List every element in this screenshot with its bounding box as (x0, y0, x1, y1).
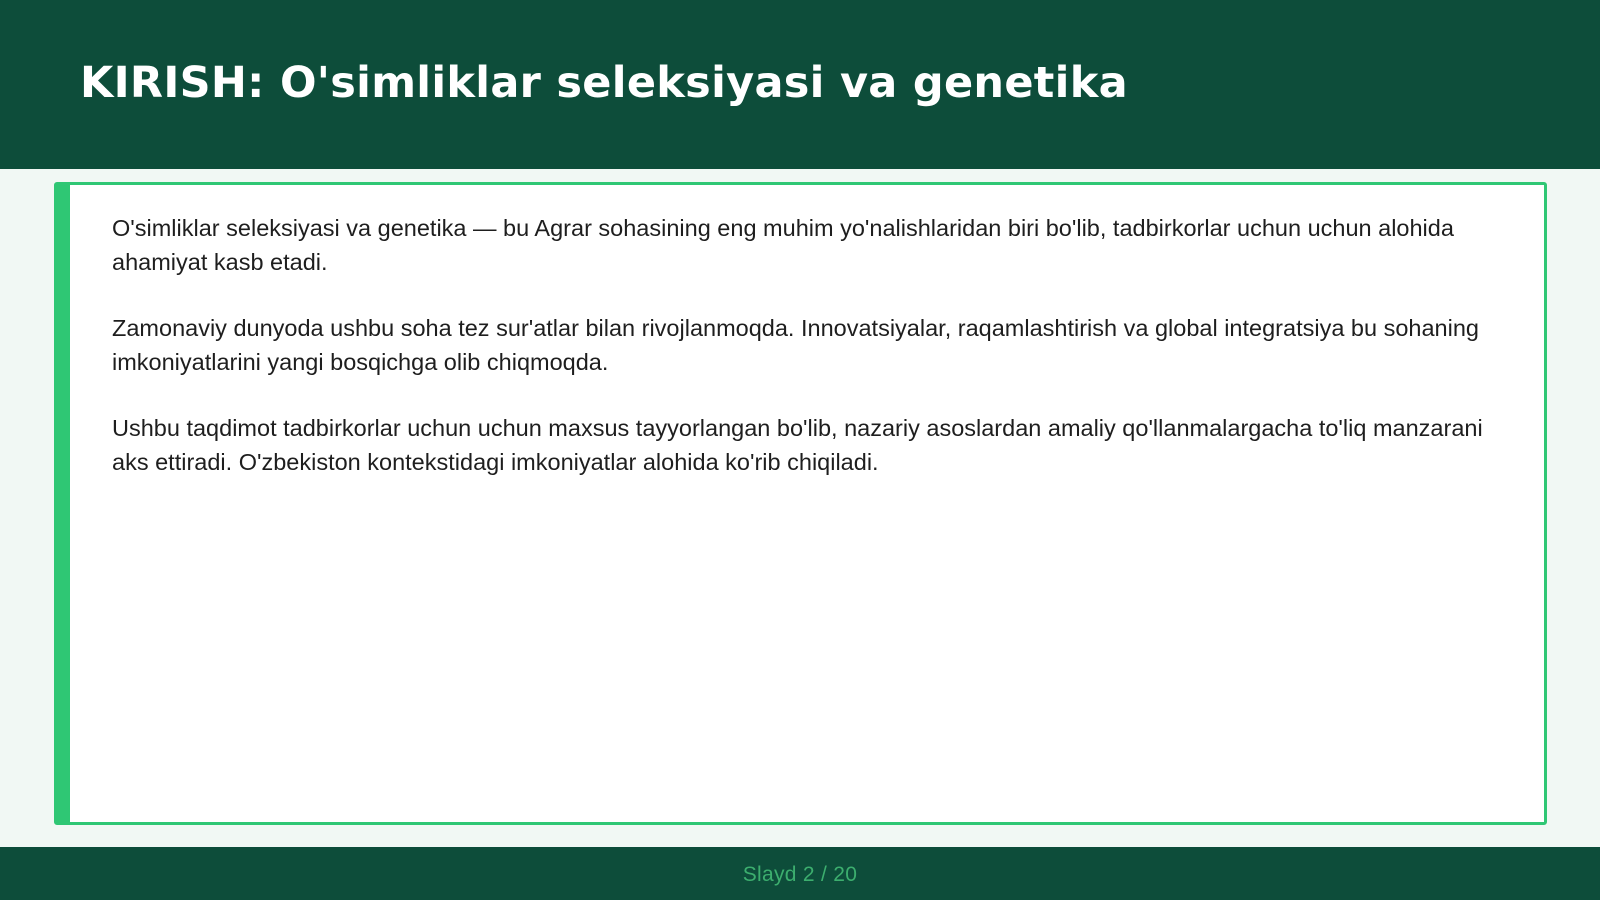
paragraph-modern-world: Zamonaviy dunyoda ushbu soha tez sur'atlar bilan rivojlanmoqda. Innovatsiyalar, raqamlashtirish va global integratsiya bu sohaning imkoniyatlarini yangi bosqichga olib chiqmoqda. (112, 315, 1479, 375)
slide-title: KIRISH: O'simliklar seleksiyasi va genetika (80, 57, 1128, 108)
content-card (54, 182, 1547, 825)
slide-counter: Slayd 2 / 20 (742, 862, 858, 886)
content-text (112, 211, 1489, 511)
paragraph-presentation-scope: Ushbu taqdimot tadbirkorlar uchun uchun maxsus tayyorlangan bo'lib, nazariy asoslardan amaliy qo'llanmalargacha to'liq manzarani aks ettiradi. O'zbekiston kontekstidagi imkoniyatlar alohida ko'rib chiqiladi. (112, 415, 1483, 475)
slide-header (0, 0, 1600, 169)
paragraph-intro: O'simliklar seleksiyasi va genetika — bu Agrar sohasining eng muhim yo'nalishlaridan biri bo'lib, tadbirkorlar uchun uchun alohida ahamiyat kasb etadi. (112, 215, 1454, 275)
slide-footer (0, 847, 1600, 900)
